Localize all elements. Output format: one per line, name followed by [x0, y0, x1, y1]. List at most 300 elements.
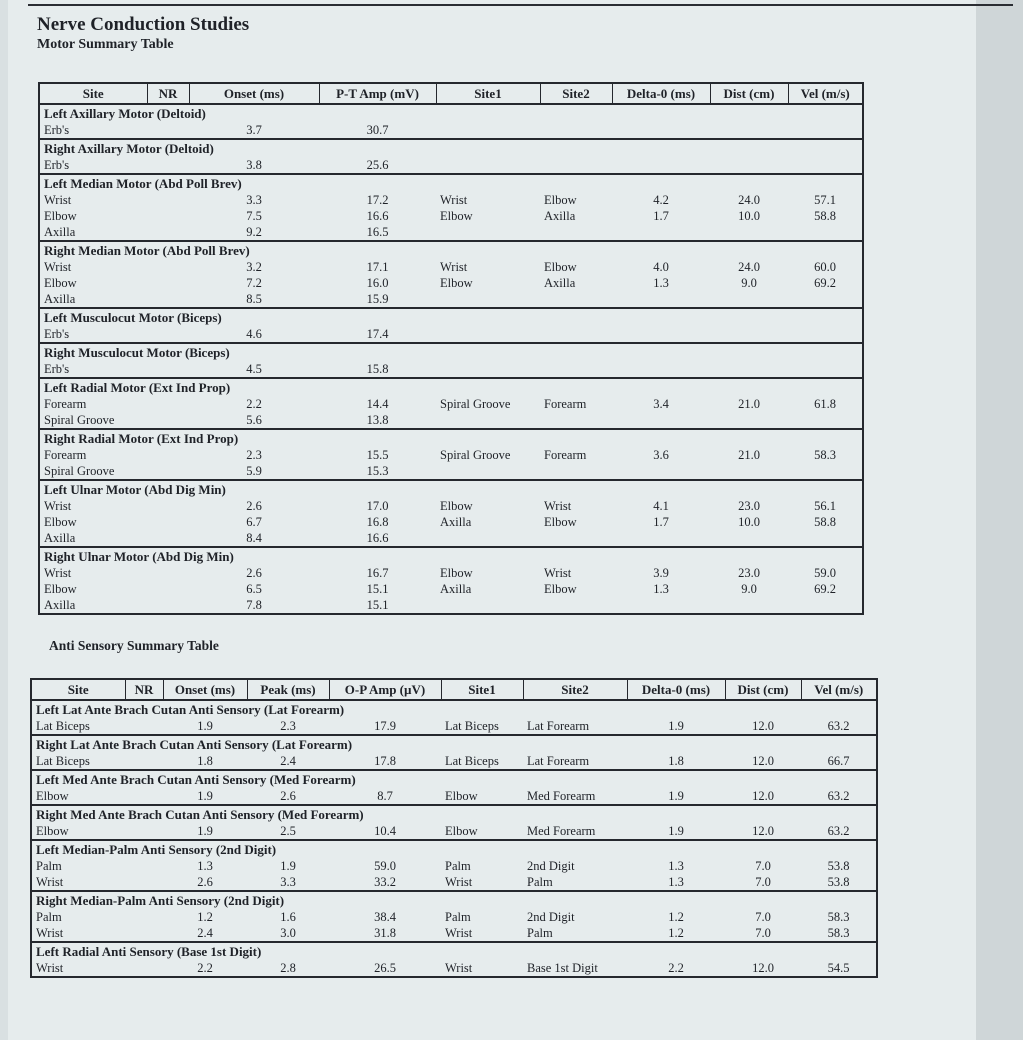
cell-site1: [436, 530, 540, 547]
cell-vel: 54.5: [827, 961, 850, 975]
report-title: Nerve Conduction Studies: [37, 14, 250, 35]
cell-nr: [125, 753, 163, 770]
cell-site2: [540, 291, 612, 308]
column-header: Vel (m/s): [788, 83, 863, 104]
cell-vel: [788, 157, 863, 174]
sensory-summary-table: [30, 678, 878, 978]
cell-amp: 26.5: [374, 961, 396, 975]
cell-vel: [788, 291, 863, 308]
group-title: Right Ulnar Motor (Abd Dig Min): [39, 547, 863, 565]
cell-site1: [436, 122, 540, 139]
cell-vel: [788, 463, 863, 480]
group-title: Right Median Motor (Abd Poll Brev): [39, 241, 863, 259]
table-row: [39, 530, 863, 547]
cell-onset: 1.9: [197, 789, 213, 803]
cell-amp: 15.1: [366, 582, 389, 596]
cell-site: Erb's: [44, 327, 70, 341]
cell-amp: 13.8: [366, 413, 389, 427]
cell-dist: 10.0: [738, 209, 760, 223]
cell-vel: 69.2: [814, 582, 836, 596]
cell-amp: 33.2: [374, 875, 396, 889]
cell-site: Elbow: [36, 789, 69, 803]
cell-site: Wrist: [36, 875, 64, 889]
cell-amp: 10.4: [374, 824, 396, 838]
table-row: [31, 753, 877, 770]
cell-onset: 1.9: [197, 824, 213, 838]
cell-amp: 16.6: [366, 209, 389, 223]
cell-dist: [710, 361, 788, 378]
column-header: Peak (ms): [247, 679, 329, 700]
group-header-row: [39, 429, 863, 447]
motor-header-row: [39, 83, 863, 104]
column-header: Site: [39, 83, 147, 104]
cell-vel: [788, 224, 863, 241]
cell-delta: 3.6: [653, 448, 669, 462]
cell-nr: [147, 326, 189, 343]
cell-site1: [436, 597, 540, 614]
cell-vel: 63.2: [827, 789, 850, 803]
group-title: Left Radial Motor (Ext Ind Prop): [39, 378, 863, 396]
group-title: Left Radial Anti Sensory (Base 1st Digit): [31, 942, 877, 960]
column-header: Delta-0 (ms): [612, 83, 710, 104]
cell-delta: 4.0: [653, 260, 669, 274]
cell-onset: 3.3: [246, 193, 262, 207]
cell-onset: 2.4: [197, 926, 213, 940]
cell-delta: 1.2: [668, 910, 684, 924]
cell-dist: [710, 224, 788, 241]
cell-onset: 4.5: [246, 362, 262, 376]
cell-onset: 2.2: [197, 961, 213, 975]
cell-onset: 7.5: [246, 209, 262, 223]
cell-delta: 3.9: [653, 566, 669, 580]
cell-delta: [612, 463, 710, 480]
cell-dist: 24.0: [738, 193, 760, 207]
cell-site2: Lat Forearm: [527, 754, 590, 768]
cell-vel: [788, 597, 863, 614]
cell-onset: 8.5: [246, 292, 262, 306]
cell-amp: 59.0: [374, 859, 396, 873]
cell-site2: Lat Forearm: [527, 719, 590, 733]
cell-site2: [540, 157, 612, 174]
cell-delta: 2.2: [668, 961, 684, 975]
cell-site: Wrist: [44, 499, 72, 513]
cell-amp: 14.4: [366, 397, 389, 411]
cell-site2: Axilla: [544, 209, 576, 223]
cell-site1: Elbow: [440, 276, 473, 290]
group-title: Right Med Ante Brach Cutan Anti Sensory (Med Forearm): [31, 805, 877, 823]
cell-nr: [147, 291, 189, 308]
group-title: Right Axillary Motor (Deltoid): [39, 139, 863, 157]
column-header: Site1: [436, 83, 540, 104]
cell-vel: 58.3: [827, 926, 850, 940]
cell-dist: [710, 412, 788, 429]
cell-peak: 2.8: [280, 961, 296, 975]
group-header-row: [31, 770, 877, 788]
cell-amp: 16.7: [366, 566, 389, 580]
table-row: [39, 581, 863, 597]
column-header: Site1: [441, 679, 523, 700]
cell-vel: 59.0: [814, 566, 836, 580]
cell-site: Wrist: [44, 260, 72, 274]
cell-nr: [147, 463, 189, 480]
cell-site: Erb's: [44, 158, 70, 172]
cell-amp: 30.7: [366, 123, 389, 137]
cell-site1: [436, 412, 540, 429]
cell-site2: Elbow: [544, 515, 577, 529]
table-row: [39, 412, 863, 429]
cell-delta: [612, 224, 710, 241]
cell-site1: Wrist: [440, 193, 468, 207]
cell-vel: [788, 326, 863, 343]
cell-vel: 63.2: [827, 719, 850, 733]
cell-site2: [540, 463, 612, 480]
cell-site: Erb's: [44, 362, 70, 376]
group-header-row: [31, 805, 877, 823]
cell-dist: 23.0: [738, 566, 760, 580]
cell-onset: 3.8: [246, 158, 262, 172]
cell-vel: 63.2: [827, 824, 850, 838]
group-header-row: [39, 241, 863, 259]
cell-nr: [147, 192, 189, 208]
column-header: Dist (cm): [725, 679, 801, 700]
cell-vel: 58.3: [827, 910, 850, 924]
cell-site: Spiral Groove: [44, 464, 115, 478]
cell-site2: [540, 361, 612, 378]
cell-dist: 21.0: [738, 397, 760, 411]
cell-site: Wrist: [44, 193, 72, 207]
column-header: O-P Amp (µV): [329, 679, 441, 700]
group-title: Left Median-Palm Anti Sensory (2nd Digit): [31, 840, 877, 858]
cell-site: Wrist: [36, 926, 64, 940]
cell-vel: 60.0: [814, 260, 836, 274]
cell-site1: Lat Biceps: [445, 719, 499, 733]
cell-site2: Med Forearm: [527, 789, 596, 803]
cell-dist: 7.0: [755, 910, 771, 924]
cell-nr: [147, 224, 189, 241]
cell-site2: [540, 326, 612, 343]
cell-amp: 15.9: [366, 292, 389, 306]
cell-peak: 1.6: [280, 910, 296, 924]
cell-amp: 17.0: [366, 499, 389, 513]
cell-onset: 2.6: [246, 499, 262, 513]
cell-delta: [612, 412, 710, 429]
cell-site: Axilla: [44, 531, 76, 545]
cell-site1: Wrist: [445, 926, 473, 940]
cell-amp: 17.4: [366, 327, 389, 341]
motor-summary-table: [38, 82, 864, 615]
cell-site1: Axilla: [440, 582, 472, 596]
cell-dist: 21.0: [738, 448, 760, 462]
table-row: [31, 909, 877, 925]
cell-peak: 2.4: [280, 754, 296, 768]
cell-site2: Base 1st Digit: [527, 961, 598, 975]
cell-onset: 6.5: [246, 582, 262, 596]
table-row: [39, 361, 863, 378]
motor-table-title: Motor Summary Table: [37, 37, 174, 52]
cell-vel: [788, 530, 863, 547]
cell-vel: 58.3: [814, 448, 836, 462]
table-row: [39, 291, 863, 308]
sensory-table-title: Anti Sensory Summary Table: [49, 638, 219, 653]
cell-amp: 17.2: [366, 193, 389, 207]
cell-onset: 6.7: [246, 515, 262, 529]
cell-onset: 3.2: [246, 260, 262, 274]
cell-dist: 7.0: [755, 926, 771, 940]
cell-delta: 1.9: [668, 719, 684, 733]
table-row: [31, 874, 877, 891]
cell-nr: [147, 412, 189, 429]
cell-site: Wrist: [44, 566, 72, 580]
cell-nr: [147, 581, 189, 597]
cell-site1: [436, 326, 540, 343]
cell-delta: 1.7: [653, 515, 669, 529]
cell-site1: Spiral Groove: [440, 448, 511, 462]
cell-site1: Elbow: [440, 209, 473, 223]
cell-vel: 58.8: [814, 515, 836, 529]
group-header-row: [39, 139, 863, 157]
cell-peak: 1.9: [280, 859, 296, 873]
cell-onset: 1.9: [197, 719, 213, 733]
cell-site1: [436, 291, 540, 308]
cell-site2: 2nd Digit: [527, 910, 575, 924]
cell-nr: [147, 396, 189, 412]
cell-site: Lat Biceps: [36, 719, 90, 733]
cell-onset: 8.4: [246, 531, 262, 545]
cell-site: Forearm: [44, 448, 87, 462]
group-header-row: [31, 891, 877, 909]
cell-site2: [540, 224, 612, 241]
cell-delta: 1.3: [668, 875, 684, 889]
cell-site1: Wrist: [445, 875, 473, 889]
cell-delta: [612, 326, 710, 343]
cell-nr: [147, 208, 189, 224]
cell-amp: 38.4: [374, 910, 396, 924]
cell-amp: 17.8: [374, 754, 396, 768]
cell-delta: 1.9: [668, 824, 684, 838]
column-header: Dist (cm): [710, 83, 788, 104]
cell-vel: 53.8: [827, 875, 850, 889]
cell-amp: 25.6: [366, 158, 389, 172]
cell-dist: 12.0: [752, 754, 774, 768]
group-title: Right Lat Ante Brach Cutan Anti Sensory (Lat Forearm): [31, 735, 877, 753]
group-header-row: [39, 174, 863, 192]
table-row: [39, 498, 863, 514]
cell-dist: [710, 597, 788, 614]
cell-nr: [125, 909, 163, 925]
cell-site1: Axilla: [440, 515, 472, 529]
cell-delta: 1.3: [668, 859, 684, 873]
group-header-row: [31, 942, 877, 960]
cell-nr: [147, 259, 189, 275]
group-header-row: [39, 378, 863, 396]
cell-site2: [540, 597, 612, 614]
cell-site2: [540, 122, 612, 139]
group-header-row: [39, 480, 863, 498]
cell-dist: 10.0: [738, 515, 760, 529]
sensory-header-row: [31, 679, 877, 700]
cell-nr: [147, 447, 189, 463]
cell-site1: Elbow: [440, 499, 473, 513]
table-row: [39, 192, 863, 208]
table-row: [31, 823, 877, 840]
cell-dist: [710, 530, 788, 547]
table-row: [39, 275, 863, 291]
cell-site2: Axilla: [544, 276, 576, 290]
cell-vel: 58.8: [814, 209, 836, 223]
cell-nr: [125, 823, 163, 840]
cell-onset: 7.2: [246, 276, 262, 290]
table-row: [31, 925, 877, 942]
cell-site: Palm: [36, 910, 62, 924]
cell-site1: Lat Biceps: [445, 754, 499, 768]
cell-peak: 3.0: [280, 926, 296, 940]
column-header: Site2: [540, 83, 612, 104]
table-row: [39, 259, 863, 275]
cell-amp: 17.1: [366, 260, 389, 274]
cell-site1: Elbow: [445, 824, 478, 838]
group-title: Left Axillary Motor (Deltoid): [39, 104, 863, 122]
cell-site1: Elbow: [445, 789, 478, 803]
table-row: [39, 157, 863, 174]
table-row: [39, 447, 863, 463]
table-row: [31, 718, 877, 735]
cell-delta: 1.2: [668, 926, 684, 940]
cell-site: Elbow: [44, 209, 77, 223]
cell-site: Elbow: [44, 515, 77, 529]
table-row: [31, 858, 877, 874]
cell-amp: 17.9: [374, 719, 396, 733]
group-title: Right Median-Palm Anti Sensory (2nd Digit): [31, 891, 877, 909]
cell-site: Elbow: [36, 824, 69, 838]
cell-dist: 9.0: [741, 276, 757, 290]
table-row: [39, 514, 863, 530]
table-row: [39, 326, 863, 343]
cell-dist: 9.0: [741, 582, 757, 596]
cell-site1: [436, 224, 540, 241]
cell-delta: 1.7: [653, 209, 669, 223]
cell-nr: [147, 275, 189, 291]
cell-onset: 2.6: [246, 566, 262, 580]
cell-delta: 1.3: [653, 582, 669, 596]
cell-nr: [147, 514, 189, 530]
cell-amp: 15.8: [366, 362, 389, 376]
cell-vel: 66.7: [827, 754, 850, 768]
cell-vel: 53.8: [827, 859, 850, 873]
group-title: Right Musculocut Motor (Biceps): [39, 343, 863, 361]
column-header: Onset (ms): [163, 679, 247, 700]
cell-delta: 4.1: [653, 499, 669, 513]
cell-peak: 3.3: [280, 875, 296, 889]
table-row: [39, 122, 863, 139]
cell-amp: 31.8: [374, 926, 396, 940]
cell-site: Elbow: [44, 276, 77, 290]
table-row: [31, 788, 877, 805]
cell-site2: Elbow: [544, 193, 577, 207]
cell-amp: 8.7: [377, 789, 393, 803]
cell-site2: Elbow: [544, 260, 577, 274]
cell-delta: [612, 157, 710, 174]
cell-onset: 2.3: [246, 448, 262, 462]
cell-site: Wrist: [36, 961, 64, 975]
column-header: P-T Amp (mV): [319, 83, 436, 104]
cell-dist: [710, 326, 788, 343]
cell-nr: [125, 858, 163, 874]
cell-site2: Elbow: [544, 582, 577, 596]
cell-dist: 24.0: [738, 260, 760, 274]
table-row: [39, 208, 863, 224]
cell-peak: 2.3: [280, 719, 296, 733]
cell-onset: 9.2: [246, 225, 262, 239]
group-header-row: [39, 104, 863, 122]
cell-vel: [788, 412, 863, 429]
group-title: Right Radial Motor (Ext Ind Prop): [39, 429, 863, 447]
cell-site: Elbow: [44, 582, 77, 596]
cell-site1: Palm: [445, 910, 471, 924]
cell-site: Axilla: [44, 292, 76, 306]
cell-nr: [125, 925, 163, 942]
table-row: [39, 597, 863, 614]
group-header-row: [39, 547, 863, 565]
cell-site2: Palm: [527, 875, 553, 889]
cell-dist: 12.0: [752, 789, 774, 803]
group-header-row: [39, 308, 863, 326]
cell-onset: 2.2: [246, 397, 262, 411]
table-row: [39, 565, 863, 581]
cell-dist: [710, 463, 788, 480]
cell-dist: [710, 157, 788, 174]
cell-nr: [147, 157, 189, 174]
cell-delta: 1.9: [668, 789, 684, 803]
cell-delta: 1.8: [668, 754, 684, 768]
cell-dist: [710, 291, 788, 308]
cell-amp: 15.3: [366, 464, 389, 478]
group-header-row: [31, 700, 877, 718]
cell-dist: 12.0: [752, 824, 774, 838]
cell-onset: 1.8: [197, 754, 213, 768]
cell-delta: [612, 361, 710, 378]
cell-onset: 5.9: [246, 464, 262, 478]
table-row: [39, 224, 863, 241]
table-row: [31, 960, 877, 977]
cell-delta: [612, 530, 710, 547]
cell-site2: Forearm: [544, 397, 587, 411]
cell-vel: 61.8: [814, 397, 836, 411]
cell-nr: [125, 718, 163, 735]
cell-peak: 2.6: [280, 789, 296, 803]
group-title: Left Ulnar Motor (Abd Dig Min): [39, 480, 863, 498]
cell-site: Erb's: [44, 123, 70, 137]
group-title: Left Musculocut Motor (Biceps): [39, 308, 863, 326]
page-edge: [976, 0, 1023, 1040]
cell-site2: Wrist: [544, 566, 572, 580]
table-row: [39, 396, 863, 412]
column-header: NR: [125, 679, 163, 700]
cell-site2: Palm: [527, 926, 553, 940]
cell-site2: 2nd Digit: [527, 859, 575, 873]
cell-onset: 7.8: [246, 598, 262, 612]
cell-onset: 3.7: [246, 123, 262, 137]
cell-dist: 12.0: [752, 719, 774, 733]
cell-site: Axilla: [44, 225, 76, 239]
group-title: Left Median Motor (Abd Poll Brev): [39, 174, 863, 192]
cell-site1: [436, 361, 540, 378]
cell-nr: [147, 122, 189, 139]
cell-site: Axilla: [44, 598, 76, 612]
cell-vel: [788, 361, 863, 378]
cell-vel: 69.2: [814, 276, 836, 290]
cell-onset: 2.6: [197, 875, 213, 889]
column-header: Site2: [523, 679, 627, 700]
